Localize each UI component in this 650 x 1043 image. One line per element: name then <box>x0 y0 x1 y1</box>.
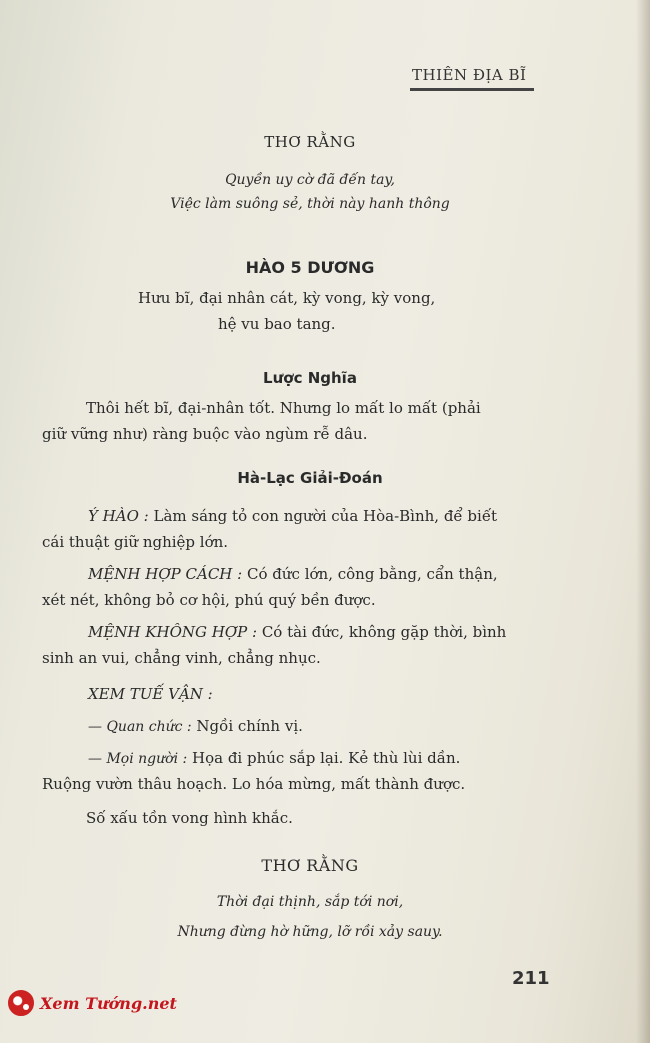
paragraph-line: Thôi hết bĩ, đại-nhân tốt. Nhưng lo mất lo mất (phải <box>86 399 481 417</box>
y-hao-line <box>88 506 497 526</box>
page-number: 211 <box>512 968 550 989</box>
quan-chuc-line <box>88 716 303 737</box>
menh-hop-label: MỆNH HỢP CÁCH : <box>88 565 243 583</box>
section-line: hệ vu bao tang. <box>218 315 336 333</box>
menh-khong-text: Có tài đức, không gặp thời, bình <box>261 623 507 641</box>
yin-yang-icon <box>8 990 34 1016</box>
menh-khong-line <box>88 622 506 642</box>
paragraph-line: giữ vững như) ràng buộc vào ngùm rễ dâu. <box>42 425 368 443</box>
page-edge-shadow <box>636 0 650 1043</box>
poem-line: Việc làm suông sẻ, thời này hanh thông <box>170 196 450 212</box>
menh-hop-text: Có đức lớn, công bằng, cẩn thận, <box>247 565 498 583</box>
watermark-text: Xem Tướng.net <box>40 993 177 1013</box>
watermark-logo <box>8 990 177 1016</box>
poem-heading: THƠ RẰNG <box>261 856 359 875</box>
poem-heading: THƠ RẰNG <box>264 133 356 151</box>
xem-tue-van-label: XEM TUẾ VẬN : <box>88 685 213 703</box>
section-line: Hưu bĩ, đại nhân cát, kỳ vong, kỳ vong, <box>138 289 436 307</box>
moi-nguoi-label: — Mọi người : <box>88 751 188 767</box>
paragraph-line: xét nét, không bỏ cơ hội, phú quý bền được. <box>42 591 376 609</box>
subsection-title: Hà-Lạc Giải-Đoán <box>237 469 383 487</box>
quan-chuc-label: — Quan chức : <box>88 719 192 735</box>
moi-nguoi-line <box>88 748 460 769</box>
poem-line: Thời đại thịnh, sắp tới nơi, <box>216 894 404 910</box>
y-hao-text: Làm sáng tỏ con người của Hòa-Bình, để biết <box>153 507 498 525</box>
header-rule <box>410 88 534 91</box>
menh-hop-line <box>88 564 498 584</box>
paragraph-line: Ruộng vườn thâu hoạch. Lo hóa mừng, mất thành được. <box>42 775 466 793</box>
quan-chuc-text: Ngồi chính vị. <box>196 717 303 735</box>
section-title: HÀO 5 DƯƠNG <box>245 258 375 277</box>
moi-nguoi-text: Họa đi phúc sắp lại. Kẻ thù lùi dần. <box>192 749 461 767</box>
poem-line: Nhưng đừng hờ hững, lỡ rồi xảy sauy. <box>177 924 443 940</box>
subsection-title: Lược Nghĩa <box>263 369 357 387</box>
menh-khong-label: MỆNH KHÔNG HỢP : <box>88 623 258 641</box>
paragraph-line: Số xấu tồn vong hình khắc. <box>86 809 293 827</box>
poem-line: Quyền uy cờ đã đến tay, <box>225 172 395 188</box>
paragraph-line: sinh an vui, chẳng vinh, chẳng nhục. <box>42 649 321 667</box>
paragraph-line: cái thuật giữ nghiệp lớn. <box>42 533 229 551</box>
y-hao-label: Ý HÀO : <box>88 507 149 525</box>
running-header: THIÊN ĐỊA BĨ <box>412 66 527 84</box>
